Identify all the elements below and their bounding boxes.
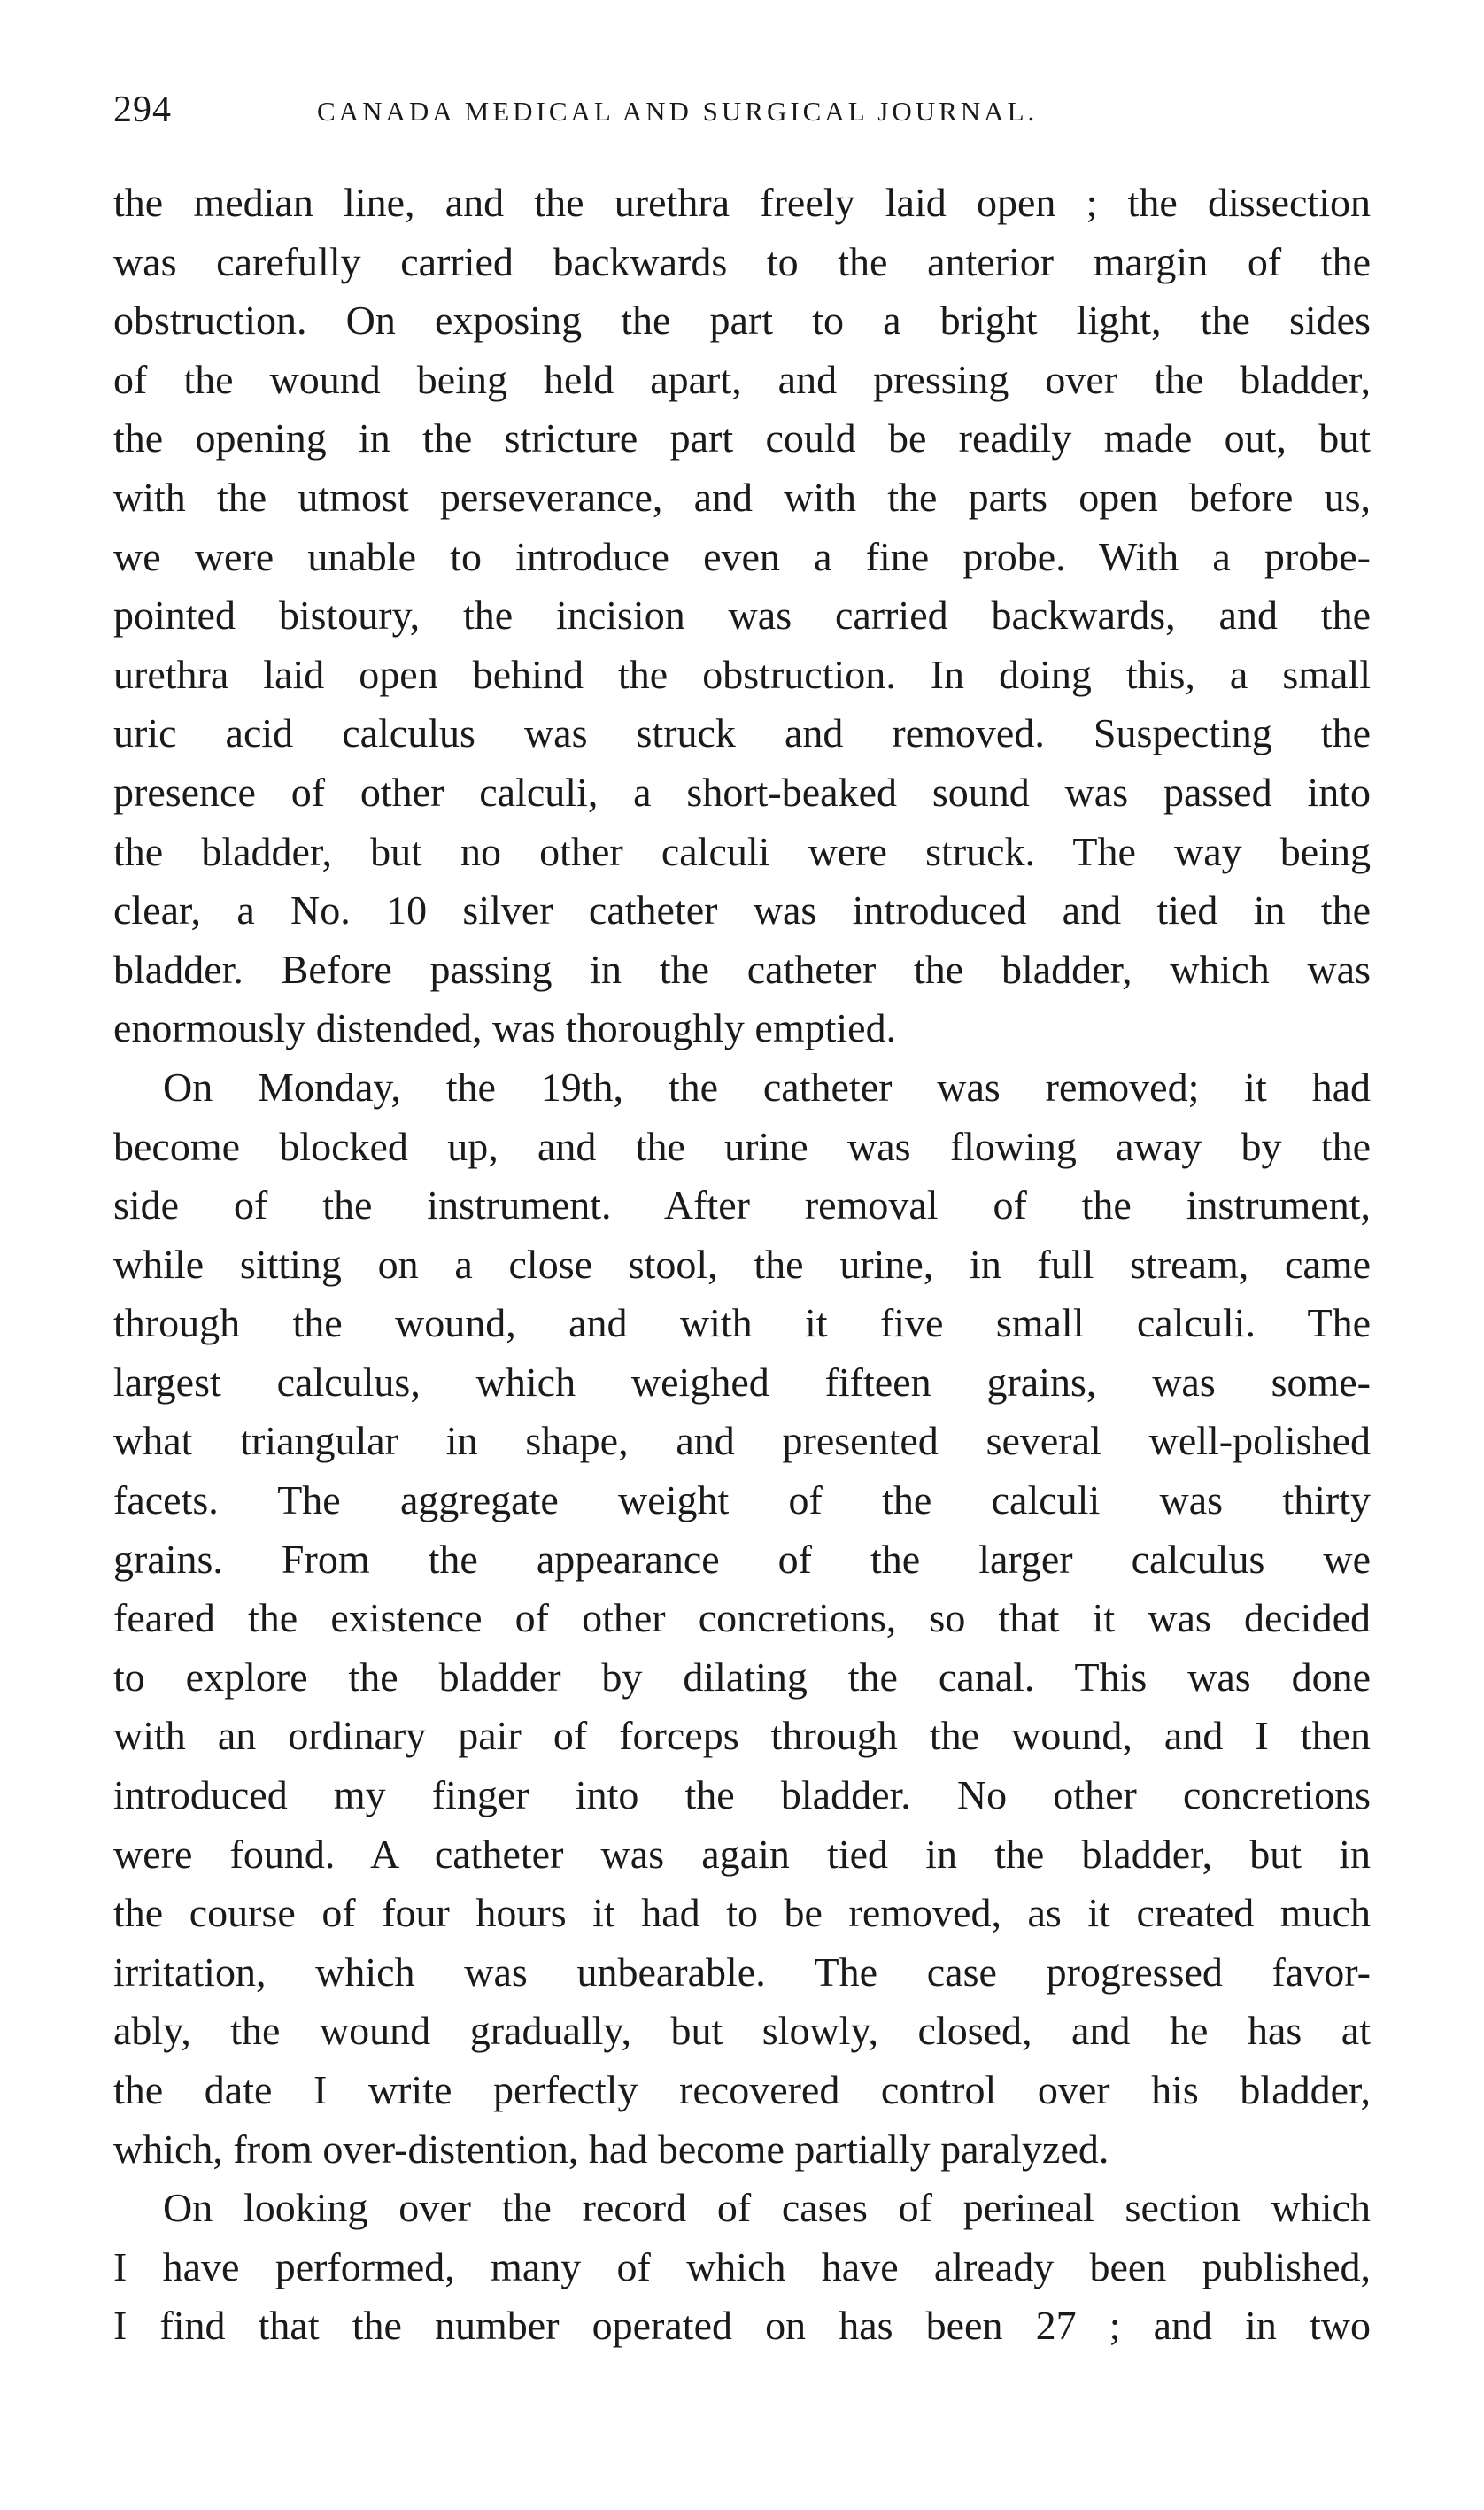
text-line: I find that the number operated on has been 27 ; and in two	[113, 2303, 1371, 2349]
text-line: was carefully carried backwards to the anterior margin of the	[113, 238, 1371, 284]
text-line: ably, the wound gradually, but slowly, closed, and he has at	[113, 2008, 1371, 2054]
paragraph-2	[113, 1058, 1371, 2179]
text-line: we were unable to introduce even a fine probe. With a probe-	[113, 533, 1371, 579]
text-line: bladder. Before passing in the catheter the bladder, which was	[113, 946, 1371, 992]
text-line: grains. From the appearance of the larger calculus we	[113, 1536, 1371, 1582]
text-line: which, from over-distention, had become partially paralyzed.	[113, 2126, 1109, 2172]
text-line: the date I write perfectly recovered control over his bladder,	[113, 2067, 1371, 2112]
text-line: the bladder, but no other calculi were struck. The way being	[113, 828, 1371, 874]
text-line: enormously distended, was thoroughly emptied.	[113, 1005, 897, 1051]
text-line: I have performed, many of which have already been published,	[113, 2243, 1371, 2289]
text-line: what triangular in shape, and presented several well-polished	[113, 1418, 1371, 1464]
body-text	[113, 174, 1371, 2356]
text-line: clear, a No. 10 silver catheter was introduced and tied in the	[113, 887, 1371, 934]
text-line: to explore the bladder by dilating the canal. This was done	[113, 1654, 1371, 1700]
page-header	[113, 89, 1371, 142]
text-line: urethra laid open behind the obstruction. In doing this, a small	[113, 651, 1371, 697]
text-line: the median line, and the urethra freely laid open ; the dissection	[113, 180, 1371, 225]
text-line: On Monday, the 19th, the catheter was removed; it had	[163, 1064, 1371, 1110]
text-line: were found. A catheter was again tied in the bladder, but in	[113, 1831, 1371, 1877]
text-line: irritation, which was unbearable. The case progressed favor-	[113, 1948, 1371, 1995]
page-number: 294	[113, 89, 172, 130]
text-line: side of the instrument. After removal of the instrument,	[113, 1182, 1371, 1228]
text-line: through the wound, and with it five small calculi. The	[113, 1300, 1371, 1346]
text-line: facets. The aggregate weight of the calculi was thirty	[113, 1477, 1371, 1523]
text-line: obstruction. On exposing the part to a bright light, the sides	[113, 298, 1371, 344]
paragraph-3	[113, 2179, 1371, 2356]
text-line: the course of four hours it had to be removed, as it created much	[113, 1890, 1371, 1936]
text-line: pointed bistoury, the incision was carried backwards, and the	[113, 593, 1371, 639]
text-line: become blocked up, and the urine was flowing away by the	[113, 1123, 1371, 1169]
text-line: the opening in the stricture part could be readily made out, but	[113, 415, 1371, 461]
text-line: while sitting on a close stool, the urine, in full stream, came	[113, 1241, 1371, 1287]
text-line: feared the existence of other concretions, so that it was decided	[113, 1595, 1371, 1641]
text-line: introduced my finger into the bladder. No other concretions	[113, 1772, 1371, 1818]
text-line: with an ordinary pair of forceps through the wound, and I then	[113, 1713, 1371, 1759]
paragraph-1	[113, 174, 1371, 1058]
running-head: CANADA MEDICAL AND SURGICAL JOURNAL.	[317, 96, 1039, 127]
text-line: with the utmost perseverance, and with the parts open before us,	[113, 474, 1371, 520]
text-line: largest calculus, which weighed fifteen grains, was some-	[113, 1359, 1371, 1405]
text-line: uric acid calculus was struck and removed. Suspecting the	[113, 710, 1371, 756]
text-line: On looking over the record of cases of perineal section which	[163, 2185, 1371, 2231]
text-line: of the wound being held apart, and pressing over the bladder,	[113, 356, 1371, 402]
text-line: presence of other calculi, a short-beaked sound was passed into	[113, 769, 1371, 815]
